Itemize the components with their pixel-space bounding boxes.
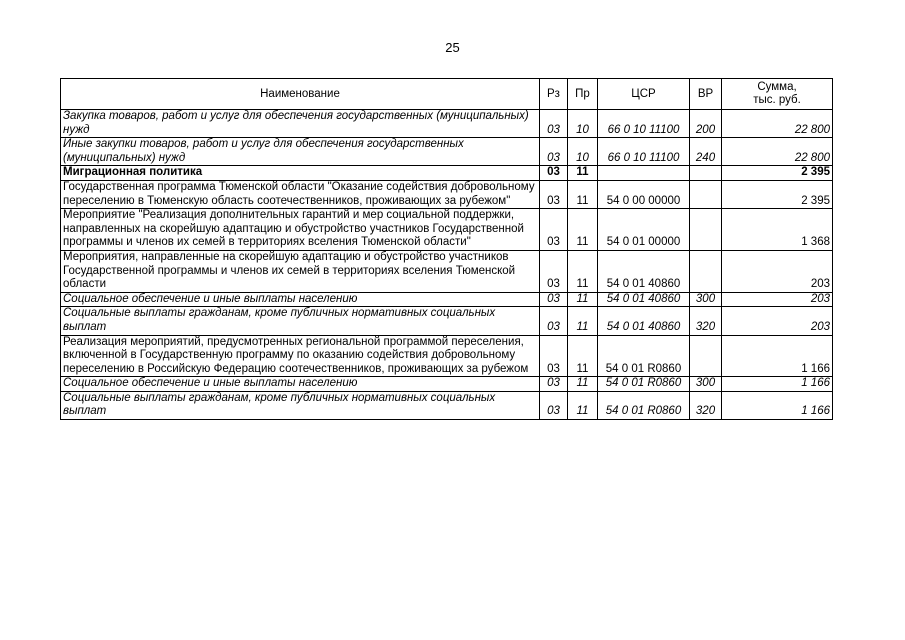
cell-name: Государственная программа Тюменской области "Оказание содействия добровольному переселению в Тюменскую область соотечественников, проживающих за рубежом"	[61, 180, 540, 208]
cell-name: Мероприятия, направленные на скорейшую адаптацию и обустройство участников Государственной программы и членов их семей в территориях вселения Тюменской области	[61, 250, 540, 292]
cell-pr: 11	[568, 391, 598, 419]
cell-rz: 03	[540, 377, 568, 392]
cell-sum: 22 800	[722, 138, 833, 166]
cell-sum: 1 166	[722, 391, 833, 419]
cell-rz: 03	[540, 250, 568, 292]
cell-csr: 54 0 01 R0860	[598, 391, 690, 419]
cell-csr: 66 0 10 11100	[598, 138, 690, 166]
cell-name: Социальное обеспечение и иные выплаты населению	[61, 292, 540, 307]
cell-vr: 240	[690, 138, 722, 166]
cell-vr	[690, 180, 722, 208]
cell-csr: 54 0 00 00000	[598, 180, 690, 208]
cell-vr	[690, 335, 722, 377]
cell-name: Иные закупки товаров, работ и услуг для обеспечения государственных (муниципальных) нужд	[61, 138, 540, 166]
table-row	[61, 391, 833, 419]
table-row	[61, 307, 833, 335]
cell-name: Миграционная политика	[61, 166, 540, 181]
table-row	[61, 138, 833, 166]
cell-pr: 11	[568, 335, 598, 377]
page-number: 25	[445, 40, 460, 55]
cell-name: Социальное обеспечение и иные выплаты населению	[61, 377, 540, 392]
cell-name: Мероприятие "Реализация дополнительных гарантий и мер социальной поддержки, направленных на скорейшую адаптацию и обустройство участников Государственной программы и членов их семей в территориях вселения Тюменской области"	[61, 209, 540, 251]
cell-vr	[690, 209, 722, 251]
cell-pr: 11	[568, 307, 598, 335]
cell-sum: 203	[722, 250, 833, 292]
cell-sum: 1 166	[722, 335, 833, 377]
cell-rz: 03	[540, 110, 568, 138]
cell-rz: 03	[540, 307, 568, 335]
header-csr: ЦСР	[598, 79, 690, 110]
table-header	[61, 79, 833, 110]
cell-csr: 54 0 01 40860	[598, 307, 690, 335]
table-row	[61, 110, 833, 138]
cell-sum: 1 166	[722, 377, 833, 392]
cell-vr: 300	[690, 377, 722, 392]
table-row	[61, 377, 833, 392]
table-row	[61, 250, 833, 292]
header-name: Наименование	[61, 79, 540, 110]
table-row	[61, 292, 833, 307]
cell-rz: 03	[540, 391, 568, 419]
budget-table	[60, 78, 833, 420]
cell-csr: 66 0 10 11100	[598, 110, 690, 138]
table-body	[61, 110, 833, 420]
header-vr: ВР	[690, 79, 722, 110]
cell-name: Закупка товаров, работ и услуг для обеспечения государственных (муниципальных) нужд	[61, 110, 540, 138]
cell-sum: 2 395	[722, 180, 833, 208]
cell-csr: 54 0 01 R0860	[598, 335, 690, 377]
table-row	[61, 335, 833, 377]
cell-sum: 203	[722, 292, 833, 307]
cell-name: Реализация мероприятий, предусмотренных региональной программой переселения, включенной в Государственную программу по оказанию содействия добровольному переселению в Российскую Федерацию соотечественников, проживающих за рубежом	[61, 335, 540, 377]
cell-vr: 320	[690, 307, 722, 335]
cell-name: Социальные выплаты гражданам, кроме публичных нормативных социальных выплат	[61, 307, 540, 335]
cell-pr: 11	[568, 292, 598, 307]
cell-csr: 54 0 01 00000	[598, 209, 690, 251]
table-row	[61, 209, 833, 251]
cell-sum: 22 800	[722, 110, 833, 138]
cell-vr	[690, 166, 722, 181]
cell-rz: 03	[540, 292, 568, 307]
cell-vr	[690, 250, 722, 292]
cell-rz: 03	[540, 180, 568, 208]
table-row	[61, 180, 833, 208]
cell-rz: 03	[540, 209, 568, 251]
header-pr: Пр	[568, 79, 598, 110]
cell-sum: 2 395	[722, 166, 833, 181]
cell-pr: 11	[568, 180, 598, 208]
cell-pr: 11	[568, 209, 598, 251]
cell-pr: 11	[568, 250, 598, 292]
cell-pr: 10	[568, 110, 598, 138]
cell-vr: 320	[690, 391, 722, 419]
cell-vr: 300	[690, 292, 722, 307]
cell-name: Социальные выплаты гражданам, кроме публичных нормативных социальных выплат	[61, 391, 540, 419]
header-rz: Рз	[540, 79, 568, 110]
cell-pr: 10	[568, 138, 598, 166]
cell-pr: 11	[568, 166, 598, 181]
cell-rz: 03	[540, 335, 568, 377]
table-row	[61, 166, 833, 181]
header-sum: Сумма, тыс. руб.	[722, 79, 833, 110]
cell-pr: 11	[568, 377, 598, 392]
cell-rz: 03	[540, 166, 568, 181]
cell-csr: 54 0 01 40860	[598, 292, 690, 307]
cell-rz: 03	[540, 138, 568, 166]
cell-csr: 54 0 01 R0860	[598, 377, 690, 392]
cell-csr	[598, 166, 690, 181]
cell-vr: 200	[690, 110, 722, 138]
cell-sum: 203	[722, 307, 833, 335]
cell-csr: 54 0 01 40860	[598, 250, 690, 292]
cell-sum: 1 368	[722, 209, 833, 251]
